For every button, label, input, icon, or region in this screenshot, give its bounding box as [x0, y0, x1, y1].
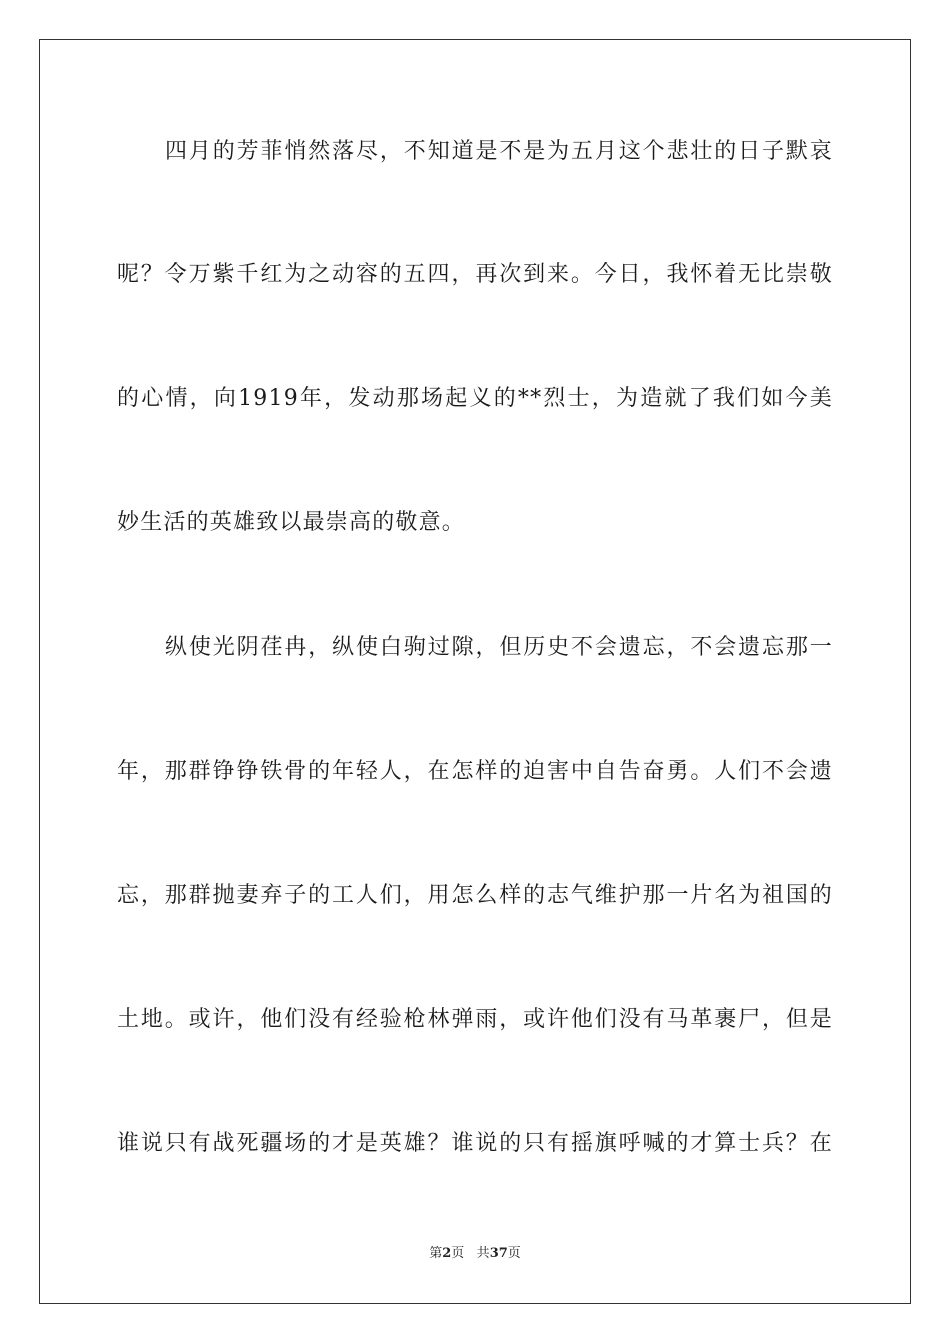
text-line-2: 呢？令万紫千红为之动容的五四，再次到来。今日，我怀着无比崇敬 [117, 262, 833, 287]
text-line-5: 纵使光阴荏冉，纵使白驹过隙，但历史不会遗忘，不会遗忘那一 [165, 635, 833, 660]
text-line-6: 年，那群铮铮铁骨的年轻人，在怎样的迫害中自告奋勇。人们不会遗 [117, 759, 833, 784]
text-line-8: 土地。或许，他们没有经验枪林弹雨，或许他们没有马革裹尸，但是 [117, 1007, 833, 1032]
text-line-3: 的心情，向1919年，发动那场起义的**烈士，为造就了我们如今美 [117, 386, 833, 411]
footer-total-prefix: 共 [476, 1246, 490, 1261]
page-footer [0, 1245, 950, 1263]
page-border [39, 39, 911, 1304]
footer-page-number: 2 [442, 1246, 452, 1261]
text-line-7: 忘，那群抛妻弃子的工人们，用怎么样的志气维护那一片名为祖国的 [117, 883, 833, 908]
text-line-9: 谁说只有战死疆场的才是英雄？谁说的只有摇旗呼喊的才算士兵？在 [117, 1131, 833, 1156]
text-line-1: 四月的芳菲悄然落尽，不知道是不是为五月这个悲壮的日子默哀 [165, 139, 833, 164]
footer-prefix: 第 [429, 1246, 443, 1261]
text-line-4: 妙生活的英雄致以最崇高的敬意。 [117, 510, 466, 535]
footer-page-suffix: 页 [451, 1246, 465, 1261]
footer-total-pages: 37 [489, 1246, 508, 1261]
footer-total-suffix: 页 [507, 1246, 521, 1261]
